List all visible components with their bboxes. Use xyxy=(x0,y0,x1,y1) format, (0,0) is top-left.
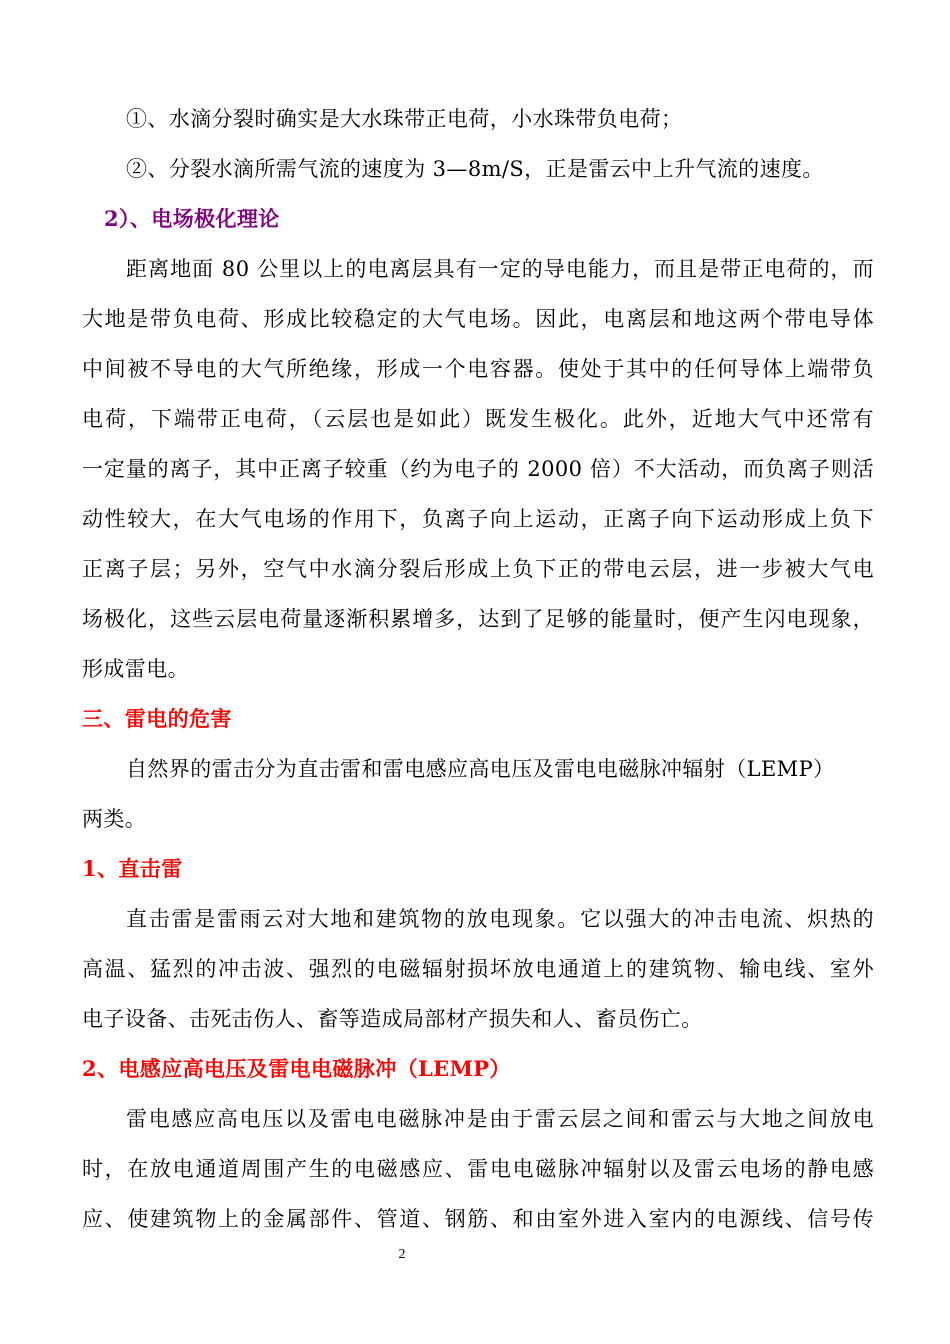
paragraph-line: 自然界的雷击分为直击雷和雷电感应高电压及雷电电磁脉冲辐射（LEMP） xyxy=(126,757,835,781)
document-page xyxy=(82,94,874,1244)
page-number: 2 xyxy=(398,1247,406,1262)
subsection-heading-induced-voltage-lemp: 2、电感应高电压及雷电电磁脉冲（LEMP） xyxy=(82,1056,511,1081)
paragraph-line: 高温、猛烈的冲击波、强烈的电磁辐射损坏放电通道上的建筑物、输电线、室外 xyxy=(82,957,874,981)
paragraph-line: 大地是带负电荷、形成比较稳定的大气电场。因此，电离层和地这两个带电导体 xyxy=(82,307,874,331)
paragraph-line: 动性较大，在大气电场的作用下，负离子向上运动，正离子向下运动形成上负下 xyxy=(82,507,874,531)
section-heading-lightning-hazards: 三、雷电的危害 xyxy=(82,706,232,731)
paragraph-line: 时，在放电通道周围产生的电磁感应、雷电电磁脉冲辐射以及雷云电场的静电感 xyxy=(82,1157,874,1181)
paragraph-line: 场极化，这些云层电荷量逐渐积累增多，达到了足够的能量时，便产生闪电现象， xyxy=(82,607,874,631)
paragraph-line: 距离地面 80 公里以上的电离层具有一定的导电能力，而且是带正电荷的，而 xyxy=(126,257,874,281)
section-heading-polarization-theory: 2）、电场极化理论 xyxy=(104,206,280,231)
list-item: ②、分裂水滴所需气流的速度为 3—8m/S，正是雷云中上升气流的速度。 xyxy=(126,157,824,181)
paragraph-line: 直击雷是雷雨云对大地和建筑物的放电现象。它以强大的冲击电流、炽热的 xyxy=(126,907,874,931)
paragraph-line: 雷电感应高电压以及雷电电磁脉冲是由于雷云层之间和雷云与大地之间放电 xyxy=(126,1107,874,1131)
paragraph-line: 应、使建筑物上的金属部件、管道、钢筋、和由室外进入室内的电源线、信号传 xyxy=(82,1207,874,1231)
paragraph-line: 正离子层；另外，空气中水滴分裂后形成上负下正的带电云层，进一步被大气电 xyxy=(82,557,874,581)
subsection-heading-direct-lightning: 1、直击雷 xyxy=(82,856,183,881)
paragraph-line: 电荷，下端带正电荷，（云层也是如此）既发生极化。此外，近地大气中还常有 xyxy=(82,407,874,431)
list-item: ①、水滴分裂时确实是大水珠带正电荷，小水珠带负电荷； xyxy=(126,107,683,131)
paragraph-line: 两类。 xyxy=(82,807,147,831)
paragraph-line: 形成雷电。 xyxy=(82,657,189,681)
paragraph-line: 电子设备、击死击伤人、畜等造成局部材产损失和人、畜员伤亡。 xyxy=(82,1007,703,1031)
paragraph-line: 中间被不导电的大气所绝缘，形成一个电容器。使处于其中的任何导体上端带负 xyxy=(82,357,874,381)
paragraph-line: 一定量的离子，其中正离子较重（约为电子的 2000 倍）不大活动，而负离子则活 xyxy=(82,457,874,481)
